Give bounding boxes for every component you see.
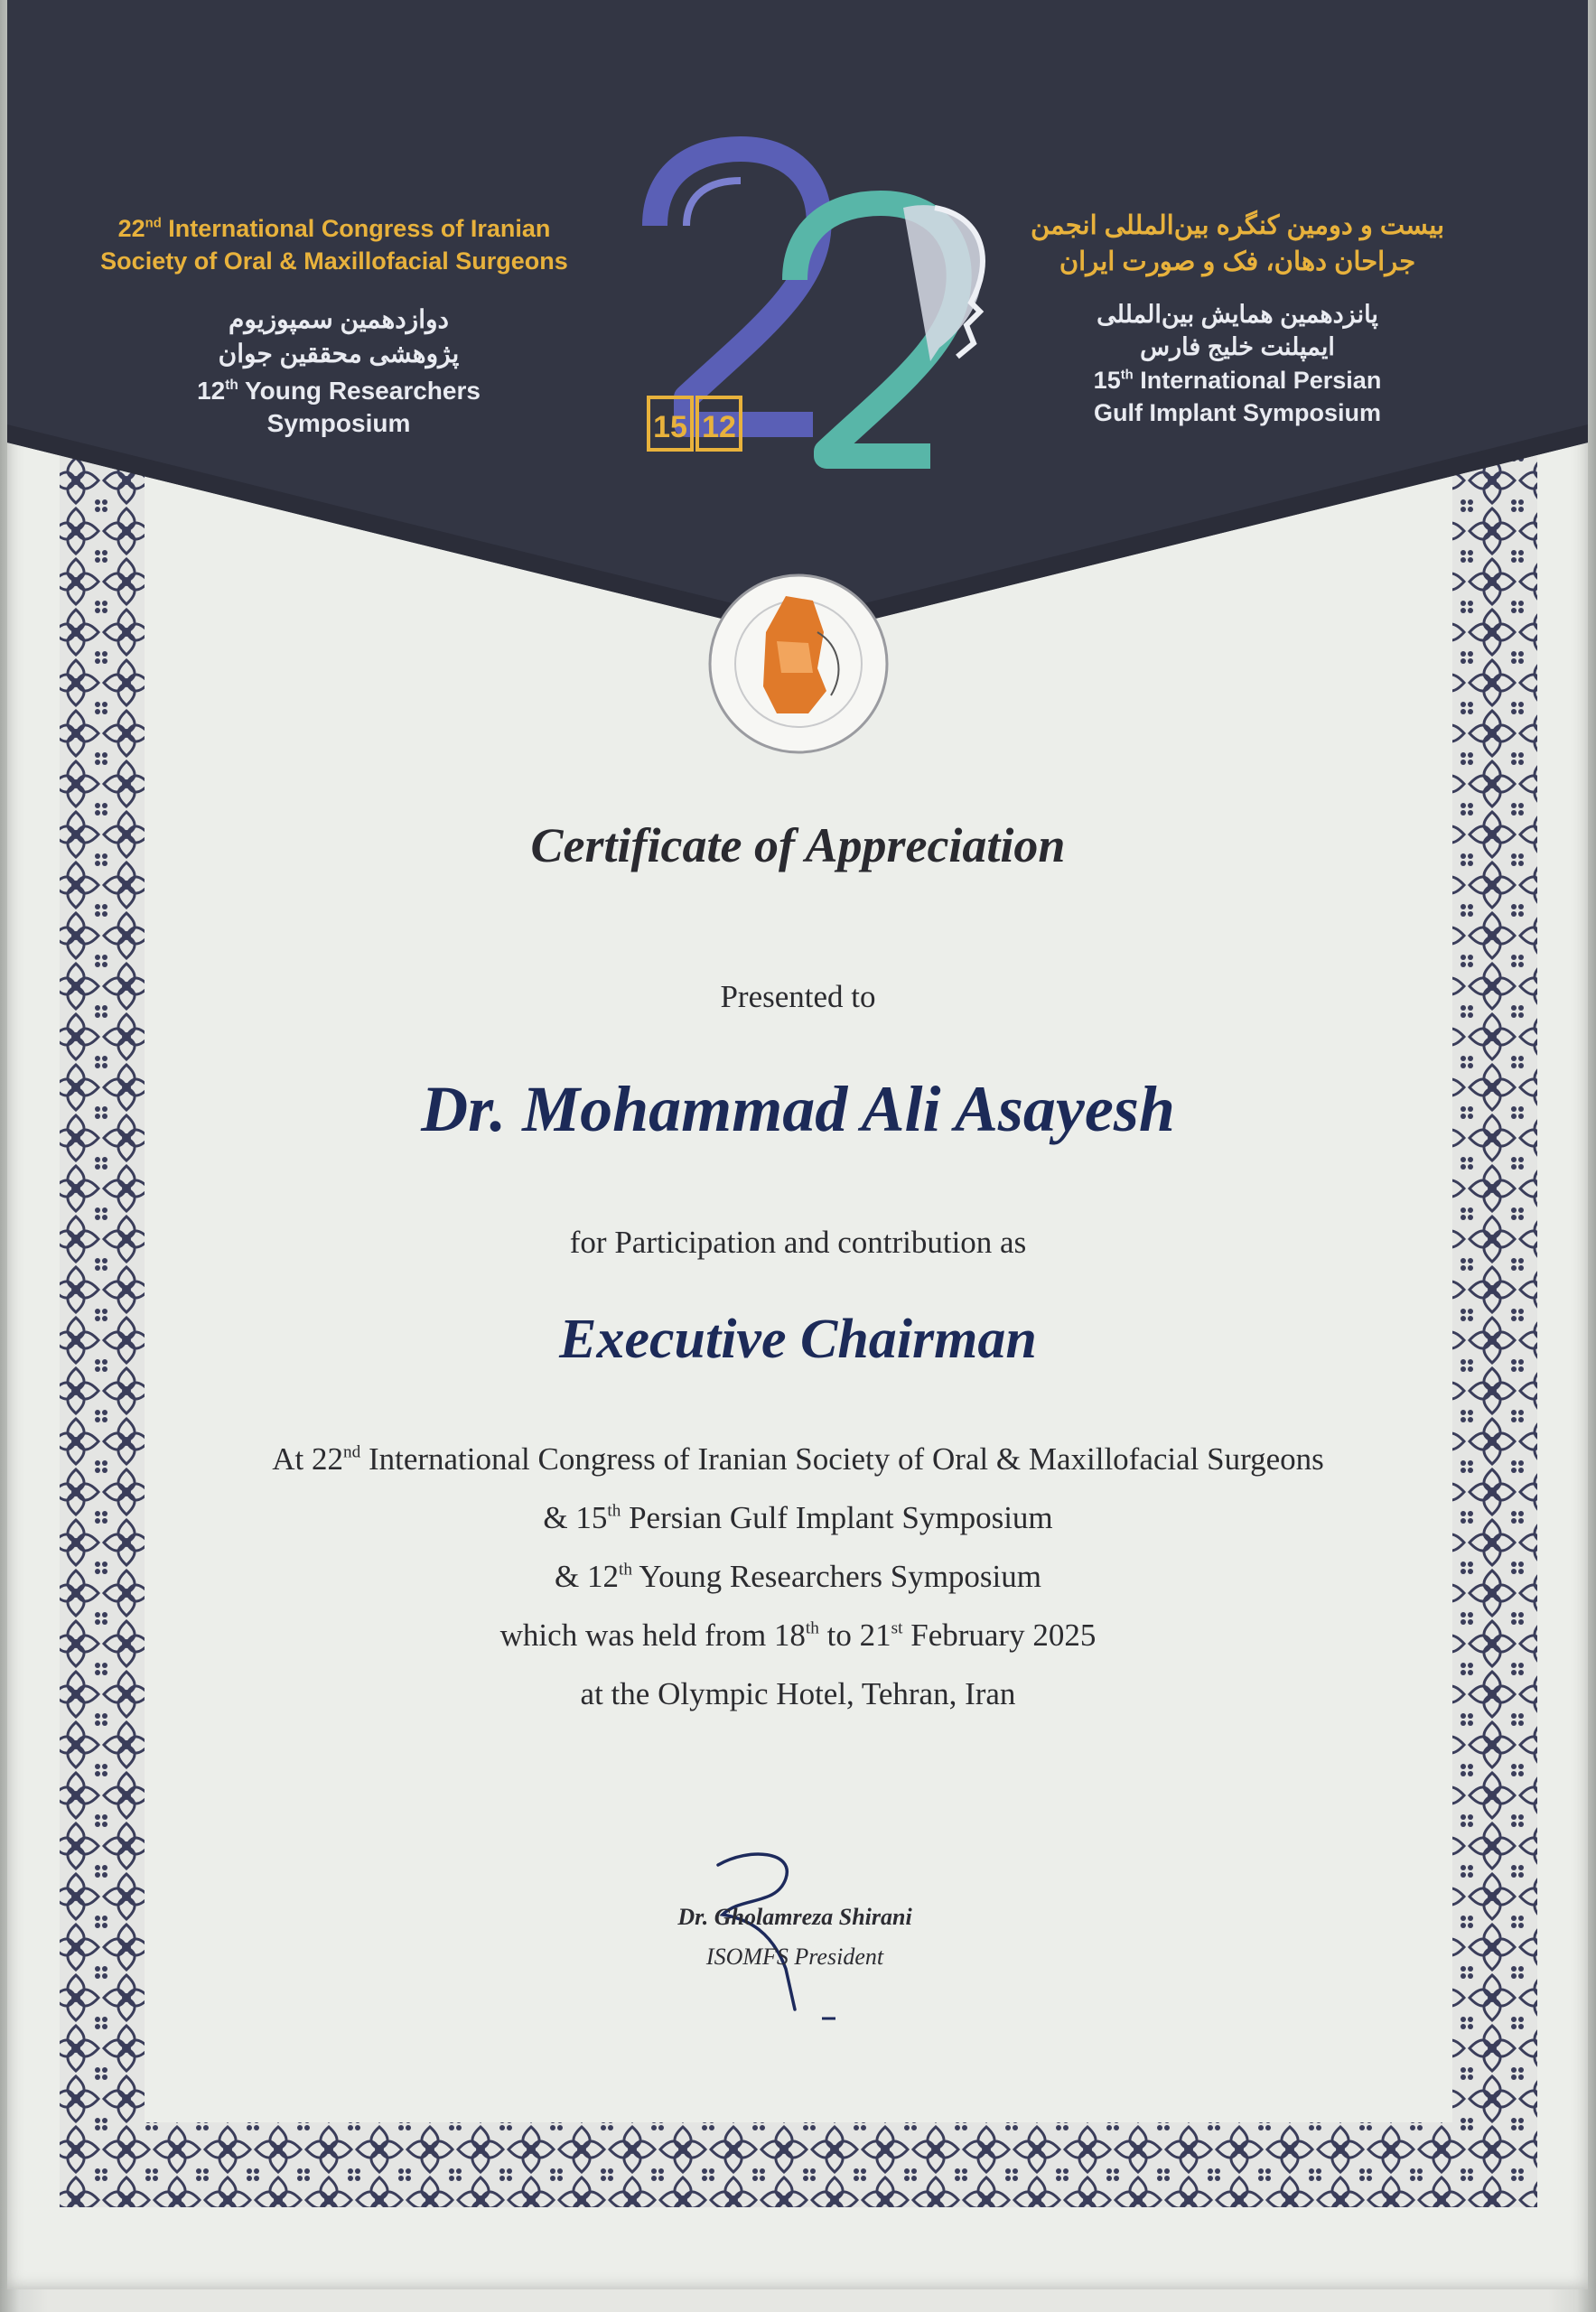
right-persian-line2: جراحان دهان، فک و صورت ایران xyxy=(1059,247,1416,276)
certificate-title: Certificate of Appreciation xyxy=(530,818,1066,872)
right-implant-num: 15 xyxy=(1093,367,1121,394)
event-dates-a: which was held from 18 xyxy=(499,1617,806,1653)
right-persian2-line2: ایمپلنت خلیج فارس xyxy=(1140,333,1335,360)
right-persian-line1: بیست و دومین کنگره بین‌المللی انجمن xyxy=(1030,211,1445,240)
left-persian-line2: پژوهشی محققین جوان xyxy=(218,340,460,368)
logo-small-right: 12 xyxy=(702,410,736,444)
event-venue: at the Olympic Hotel, Tehran, Iran xyxy=(580,1676,1016,1711)
event-line-1-a: At 22 xyxy=(272,1441,343,1477)
signature-scribble xyxy=(686,1842,867,2023)
left-persian-line1: دوازدهمین سمپوزیوم xyxy=(229,305,449,333)
right-persian-congress xyxy=(985,208,1490,280)
right-implant-line2: Gulf Implant Symposium xyxy=(1093,399,1382,426)
left-congress-line2: Society of Oral & Maxillofacial Surgeons xyxy=(100,247,568,275)
recipient-name: Dr. Mohammad Ali Asayesh xyxy=(421,1073,1175,1145)
event-line-2-a: & 15 xyxy=(543,1500,608,1535)
left-yr-sup: th xyxy=(225,378,238,394)
event-line-2 xyxy=(0,1500,1596,1536)
left-congress-sup: nd xyxy=(145,216,162,231)
left-persian-text xyxy=(126,303,551,371)
left-yr-rest: Young Researchers xyxy=(238,377,481,405)
right-persian-implant xyxy=(1039,298,1436,363)
signatory-title: ISOMFS President xyxy=(705,1944,884,1970)
event-line-1-sup: nd xyxy=(342,1442,361,1462)
event-line-2-b: Persian Gulf Implant Symposium xyxy=(621,1500,1053,1535)
event-line-3-sup: th xyxy=(618,1560,632,1580)
presented-to: Presented to xyxy=(720,979,876,1014)
left-yr-num: 12 xyxy=(197,377,226,405)
event-line-3-b: Young Researchers Symposium xyxy=(631,1559,1042,1594)
left-congress-title xyxy=(81,212,587,277)
left-young-researchers xyxy=(126,375,551,440)
event-dates-c: February 2025 xyxy=(902,1617,1097,1653)
event-line-3-a: & 12 xyxy=(554,1559,619,1594)
left-congress-rest: International Congress of Iranian xyxy=(161,215,551,242)
left-congress-num: 22 xyxy=(117,215,145,242)
event-line-1-b: International Congress of Iranian Society of Oral & Maxillofacial Surgeons xyxy=(360,1441,1324,1477)
event-dates-sup1: th xyxy=(805,1618,819,1638)
logo-small-left: 15 xyxy=(653,410,687,444)
society-seal xyxy=(710,575,887,752)
right-implant-symposium xyxy=(1039,364,1436,429)
event-dates xyxy=(0,1617,1596,1654)
event-dates-sup2: st xyxy=(891,1618,903,1638)
right-persian2-line1: پانزدهمین همایش بین‌المللی xyxy=(1097,301,1378,328)
recipient-role: Executive Chairman xyxy=(559,1309,1037,1370)
event-line-1 xyxy=(0,1441,1596,1478)
event-line-3 xyxy=(0,1559,1596,1595)
event-dates-b: to 21 xyxy=(818,1617,891,1653)
right-implant-rest: International Persian xyxy=(1133,367,1382,394)
participation-text: for Participation and contribution as xyxy=(569,1225,1027,1260)
left-yr-line2: Symposium xyxy=(266,409,411,437)
event-line-2-sup: th xyxy=(607,1501,621,1521)
signatory-name: Dr. Gholamreza Shirani xyxy=(677,1904,912,1930)
right-implant-sup: th xyxy=(1120,368,1134,383)
